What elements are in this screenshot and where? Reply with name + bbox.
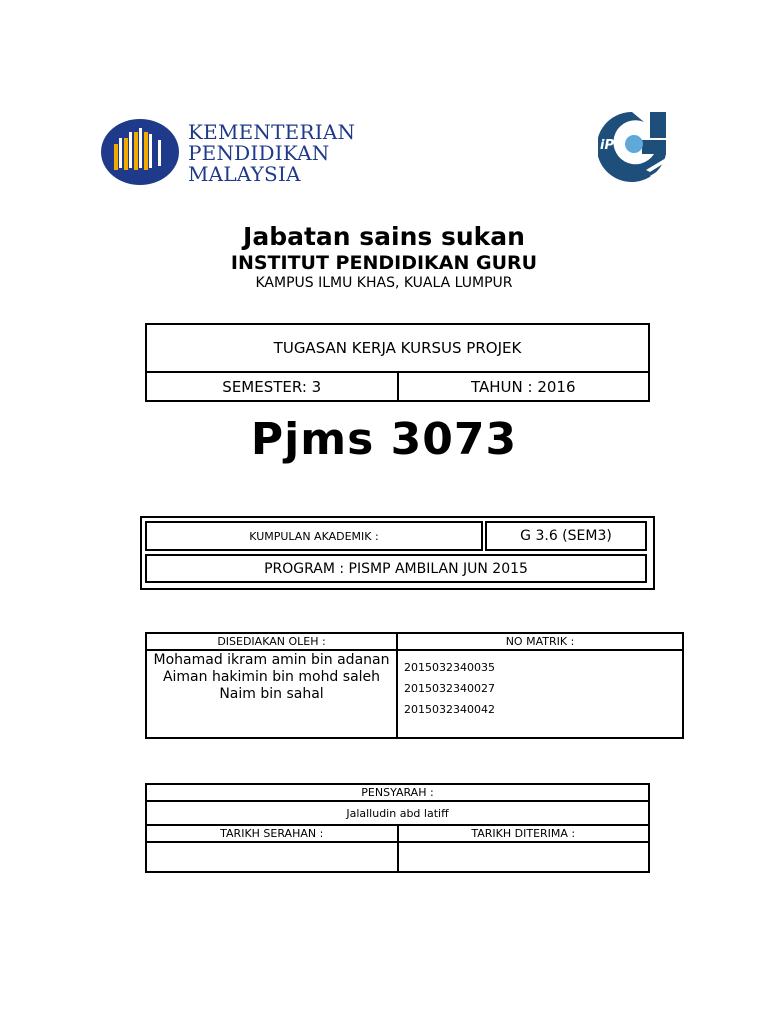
matric-number: 2015032340027: [404, 682, 495, 695]
matrics-cell: [397, 650, 683, 738]
institute-title: INSTITUT PENDIDIKAN GURU: [230, 252, 538, 274]
matric-number: 2015032340042: [404, 703, 495, 716]
academic-group-value: G 3.6 (SEM3): [485, 521, 647, 551]
campus-title: KAMPUS ILMU KHAS, KUALA LUMPUR: [255, 275, 513, 291]
ipg-logo-text: iPG: [600, 138, 625, 153]
kpm-emblem-icon: [100, 118, 180, 186]
kpm-logo: [100, 118, 375, 186]
course-code: Pjms 3073: [250, 414, 518, 465]
receive-date-value: [398, 842, 650, 872]
assignment-title: TUGASAN KERJA KURSUS PROJEK: [146, 324, 649, 372]
prepared-by-header: DISEDIAKAN OLEH :: [146, 633, 397, 650]
program-cell: PROGRAM : PISMP AMBILAN JUN 2015: [145, 554, 647, 583]
receive-date-label: TARIKH DITERIMA :: [398, 825, 650, 842]
kpm-line-3: MALAYSIA: [188, 162, 301, 186]
academic-box: [140, 516, 655, 590]
lecturer-table: [145, 783, 650, 873]
matric-header: NO MATRIK :: [397, 633, 683, 650]
department-title: Jabatan sains sukan: [243, 222, 525, 251]
lecturer-label: PENSYARAH :: [146, 784, 649, 801]
student-name: Aiman hakimin bin mohd saleh: [162, 669, 381, 685]
submit-date-value: [146, 842, 398, 872]
student-name: Naim bin sahal: [219, 686, 324, 702]
kpm-wordmark: [188, 122, 355, 185]
prepared-table: [145, 632, 684, 739]
assignment-table: [145, 323, 650, 402]
academic-group-label: KUMPULAN AKADEMIK :: [145, 521, 483, 551]
submit-date-label: TARIKH SERAHAN :: [146, 825, 398, 842]
year-cell: TAHUN : 2016: [398, 372, 650, 401]
names-cell: [146, 650, 397, 738]
student-name: Mohamad ikram amin bin adanan: [153, 652, 390, 668]
semester-cell: SEMESTER: 3: [146, 372, 398, 401]
ipg-logo: [598, 110, 668, 184]
kpm-line-1: KEMENTERIAN: [188, 120, 356, 144]
kpm-line-2: PENDIDIKAN: [188, 141, 330, 165]
lecturer-name: Jalalludin abd latiff: [146, 801, 649, 825]
matric-number: 2015032340035: [404, 661, 495, 674]
